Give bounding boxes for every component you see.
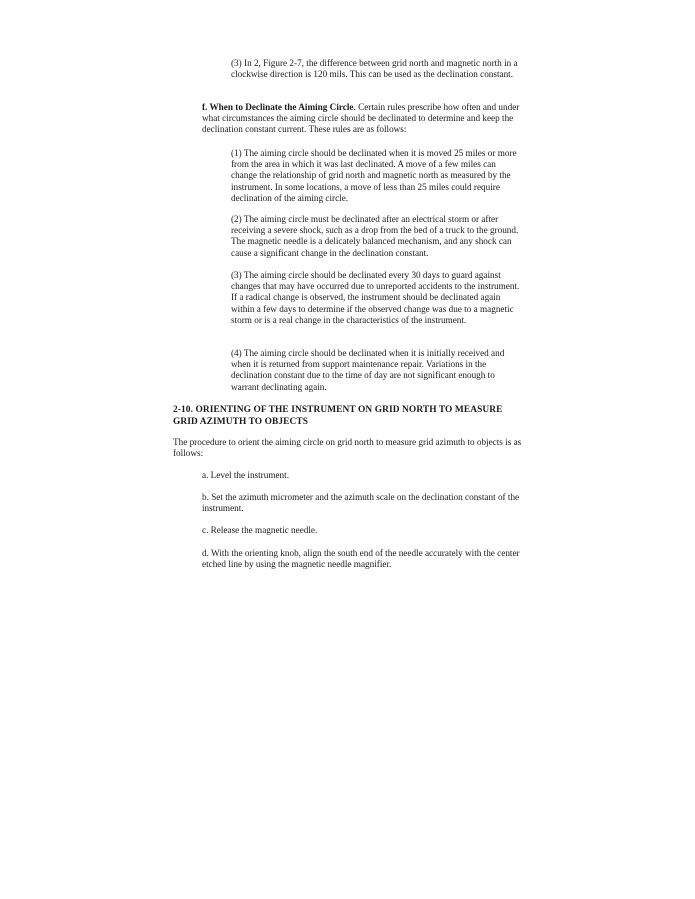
procedure-step-a: a. Level the instrument. [202,470,289,480]
procedure-step-c: c. Release the magnetic needle. [202,525,318,535]
section-f-text: . Certain rules prescribe how often and under what circumstances the aiming circle should be declinated to determine and keep the declination constant current. These rules are as follows: [202,102,520,135]
paragraph-when-to-declinate [202,102,524,136]
procedure-step-b: b. Set the azimuth micrometer and the azimuth scale on the declination constant of the instrument. [202,492,520,514]
rule-item-3: (3) The aiming circle should be declinated every 30 days to guard against changes that may have occurred due to unreported accidents to the instrument. If a radical change is observed, the instrument should be declinated again within a few days to determine if the observed change was due to a magnetic storm or is a real change in the characteristics of the instrument. [231,270,520,325]
rule-item-2: (2) The aiming circle must be declinated after an electrical storm or after receiving a severe shock, such as a drop from the bed of a truck to the ground. The magnetic needle is a delicately balanced mechanism, and any shock can cause a significant change in the declination constant. [231,214,519,258]
procedure-step-d: d. With the orienting knob, align the south end of the needle accurately with the center etched line by using the magnetic needle magnifier. [202,548,520,570]
section-heading-line-1: 2-10. ORIENTING OF THE INSTRUMENT ON GRID NORTH TO MEASURE [173,405,503,415]
section-heading-line-2: GRID AZIMUTH TO OBJECTS [173,416,309,427]
paragraph-procedure-intro: The procedure to orient the aiming circle on grid north to measure grid azimuth to objects is as follows: [173,437,522,459]
paragraph-declination-example: (3) In 2, Figure 2-7, the difference between grid north and magnetic north in a clockwise direction is 120 mils. This can be used as the declination constant. [231,58,518,80]
rule-item-1: (1) The aiming circle should be declinated when it is moved 25 miles or more from the area in which it was last declinated. A move of a few miles can change the relationship of grid north and magnetic north as measured by the instrument. In some locations, a move of less than 25 miles could require declination of the aiming circle. [231,148,517,203]
rule-item-4: (4) The aiming circle should be declinated when it is initially received and when it is returned from support maintenance repair. Variations in the declination constant due to the time of day are not significant enough to warrant declinating again. [231,348,505,392]
section-f-lead: f. When to Declinate the Aiming Circle [202,102,354,112]
section-heading-2-10 [173,405,523,428]
